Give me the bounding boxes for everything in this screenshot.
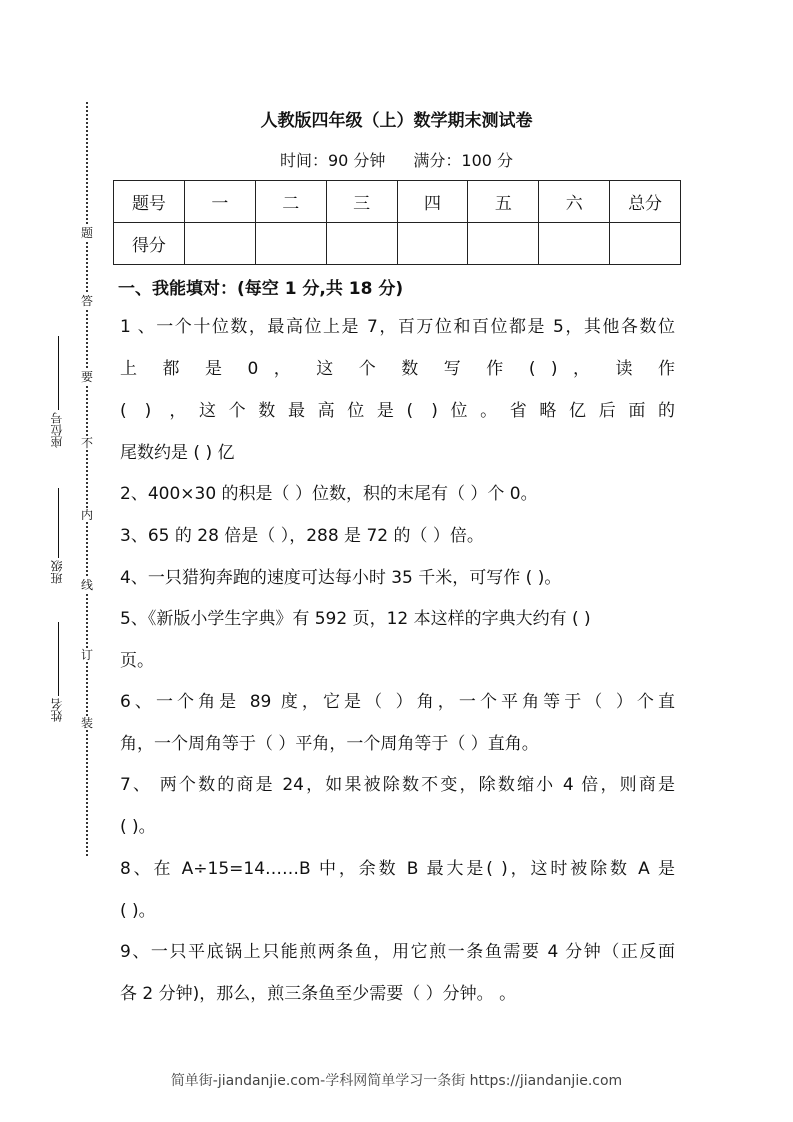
name-blank	[58, 622, 59, 696]
score-cell[interactable]	[468, 223, 539, 265]
question-line: 2、400×30 的积是（ ）位数，积的末尾有（ ）个 0。	[120, 484, 538, 504]
question-line: 8、在 A÷15=14……B 中，余数 B 最大是( )，这时被除数 A 是	[120, 859, 675, 879]
question-line: 各 2 分钟)，那么，煎三条鱼至少需要（ ）分钟。 。	[120, 984, 517, 1004]
table-row	[114, 181, 681, 223]
exam-info	[0, 148, 793, 171]
time-limit: 时间：90 分钟	[279, 151, 386, 170]
question-line: 9、一只平底锅上只能煎两条鱼，用它煎一条鱼需要 4 分钟（正反面	[120, 942, 675, 962]
binding-char: 答	[80, 294, 93, 308]
question-line: 4、一只猎狗奔跑的速度可达每小时 35 千米，可写作 ( )。	[120, 568, 562, 588]
table-cell: 四	[397, 181, 468, 223]
question-line: 1 、一个十位数，最高位上是 7，百万位和百位都是 5，其他各数位	[120, 317, 675, 337]
question-line: 3、65 的 28 倍是（ ），288 是 72 的（ ）倍。	[120, 526, 484, 546]
table-cell: 五	[468, 181, 539, 223]
table-cell: 一	[184, 181, 255, 223]
table-cell: 得分	[114, 223, 185, 265]
full-score: 满分：100 分	[413, 151, 514, 170]
score-cell[interactable]	[539, 223, 610, 265]
question-line: 上 都 是 0 ， 这 个 数 写 作 ( ) ， 读 作	[120, 359, 675, 379]
binding-char: 不	[80, 436, 93, 450]
binding-dotted-line	[86, 102, 88, 856]
binding-char: 订	[80, 648, 93, 662]
question-line: 角，一个周角等于（ ）平角，一个周角等于（ ）直角。	[120, 734, 539, 754]
score-table	[113, 180, 681, 265]
question-line: 7、 两个数的商是 24，如果被除数不变，除数缩小 4 倍，则商是	[120, 775, 675, 795]
score-cell[interactable]	[397, 223, 468, 265]
binding-char: 要	[80, 370, 93, 384]
binding-char: 内	[80, 508, 93, 522]
class-label: 班级	[50, 560, 64, 584]
question-line: ( ) ，这个数最高位是( )位。省略亿后面的	[120, 401, 675, 421]
table-row	[114, 223, 681, 265]
score-cell[interactable]	[610, 223, 681, 265]
seat-number-blank	[58, 336, 59, 410]
table-cell: 三	[326, 181, 397, 223]
table-cell: 二	[255, 181, 326, 223]
question-line: ( )。	[120, 901, 156, 921]
table-cell: 总分	[610, 181, 681, 223]
question-line: 6、一个角是 89 度，它是（ ）角，一个平角等于（ ）个直	[120, 692, 675, 712]
question-line: ( )。	[120, 817, 156, 837]
section-heading: 一、我能填对：(每空 1 分,共 18 分)	[118, 279, 404, 299]
page-title: 人教版四年级（上）数学期末测试卷	[260, 111, 533, 131]
binding-char: 装	[80, 716, 93, 730]
question-line: 尾数约是 ( ) 亿	[120, 443, 235, 463]
table-cell: 六	[539, 181, 610, 223]
footer-watermark: 简单街-jiandanjie.com-学科网简单学习一条街 https://jiandanjie.com	[170, 1073, 623, 1089]
score-cell[interactable]	[326, 223, 397, 265]
score-cell[interactable]	[255, 223, 326, 265]
question-line: 页。	[120, 651, 154, 671]
binding-char: 线	[80, 578, 93, 592]
score-cell[interactable]	[184, 223, 255, 265]
seat-number-label: 座位号	[50, 412, 64, 448]
question-line: 5、《新版小学生字典》有 592 页，12 本这样的字典大约有 ( )	[120, 609, 591, 629]
name-label: 姓名	[50, 698, 64, 722]
table-cell: 题号	[114, 181, 185, 223]
binding-char: 题	[80, 226, 93, 240]
class-blank	[58, 488, 59, 558]
